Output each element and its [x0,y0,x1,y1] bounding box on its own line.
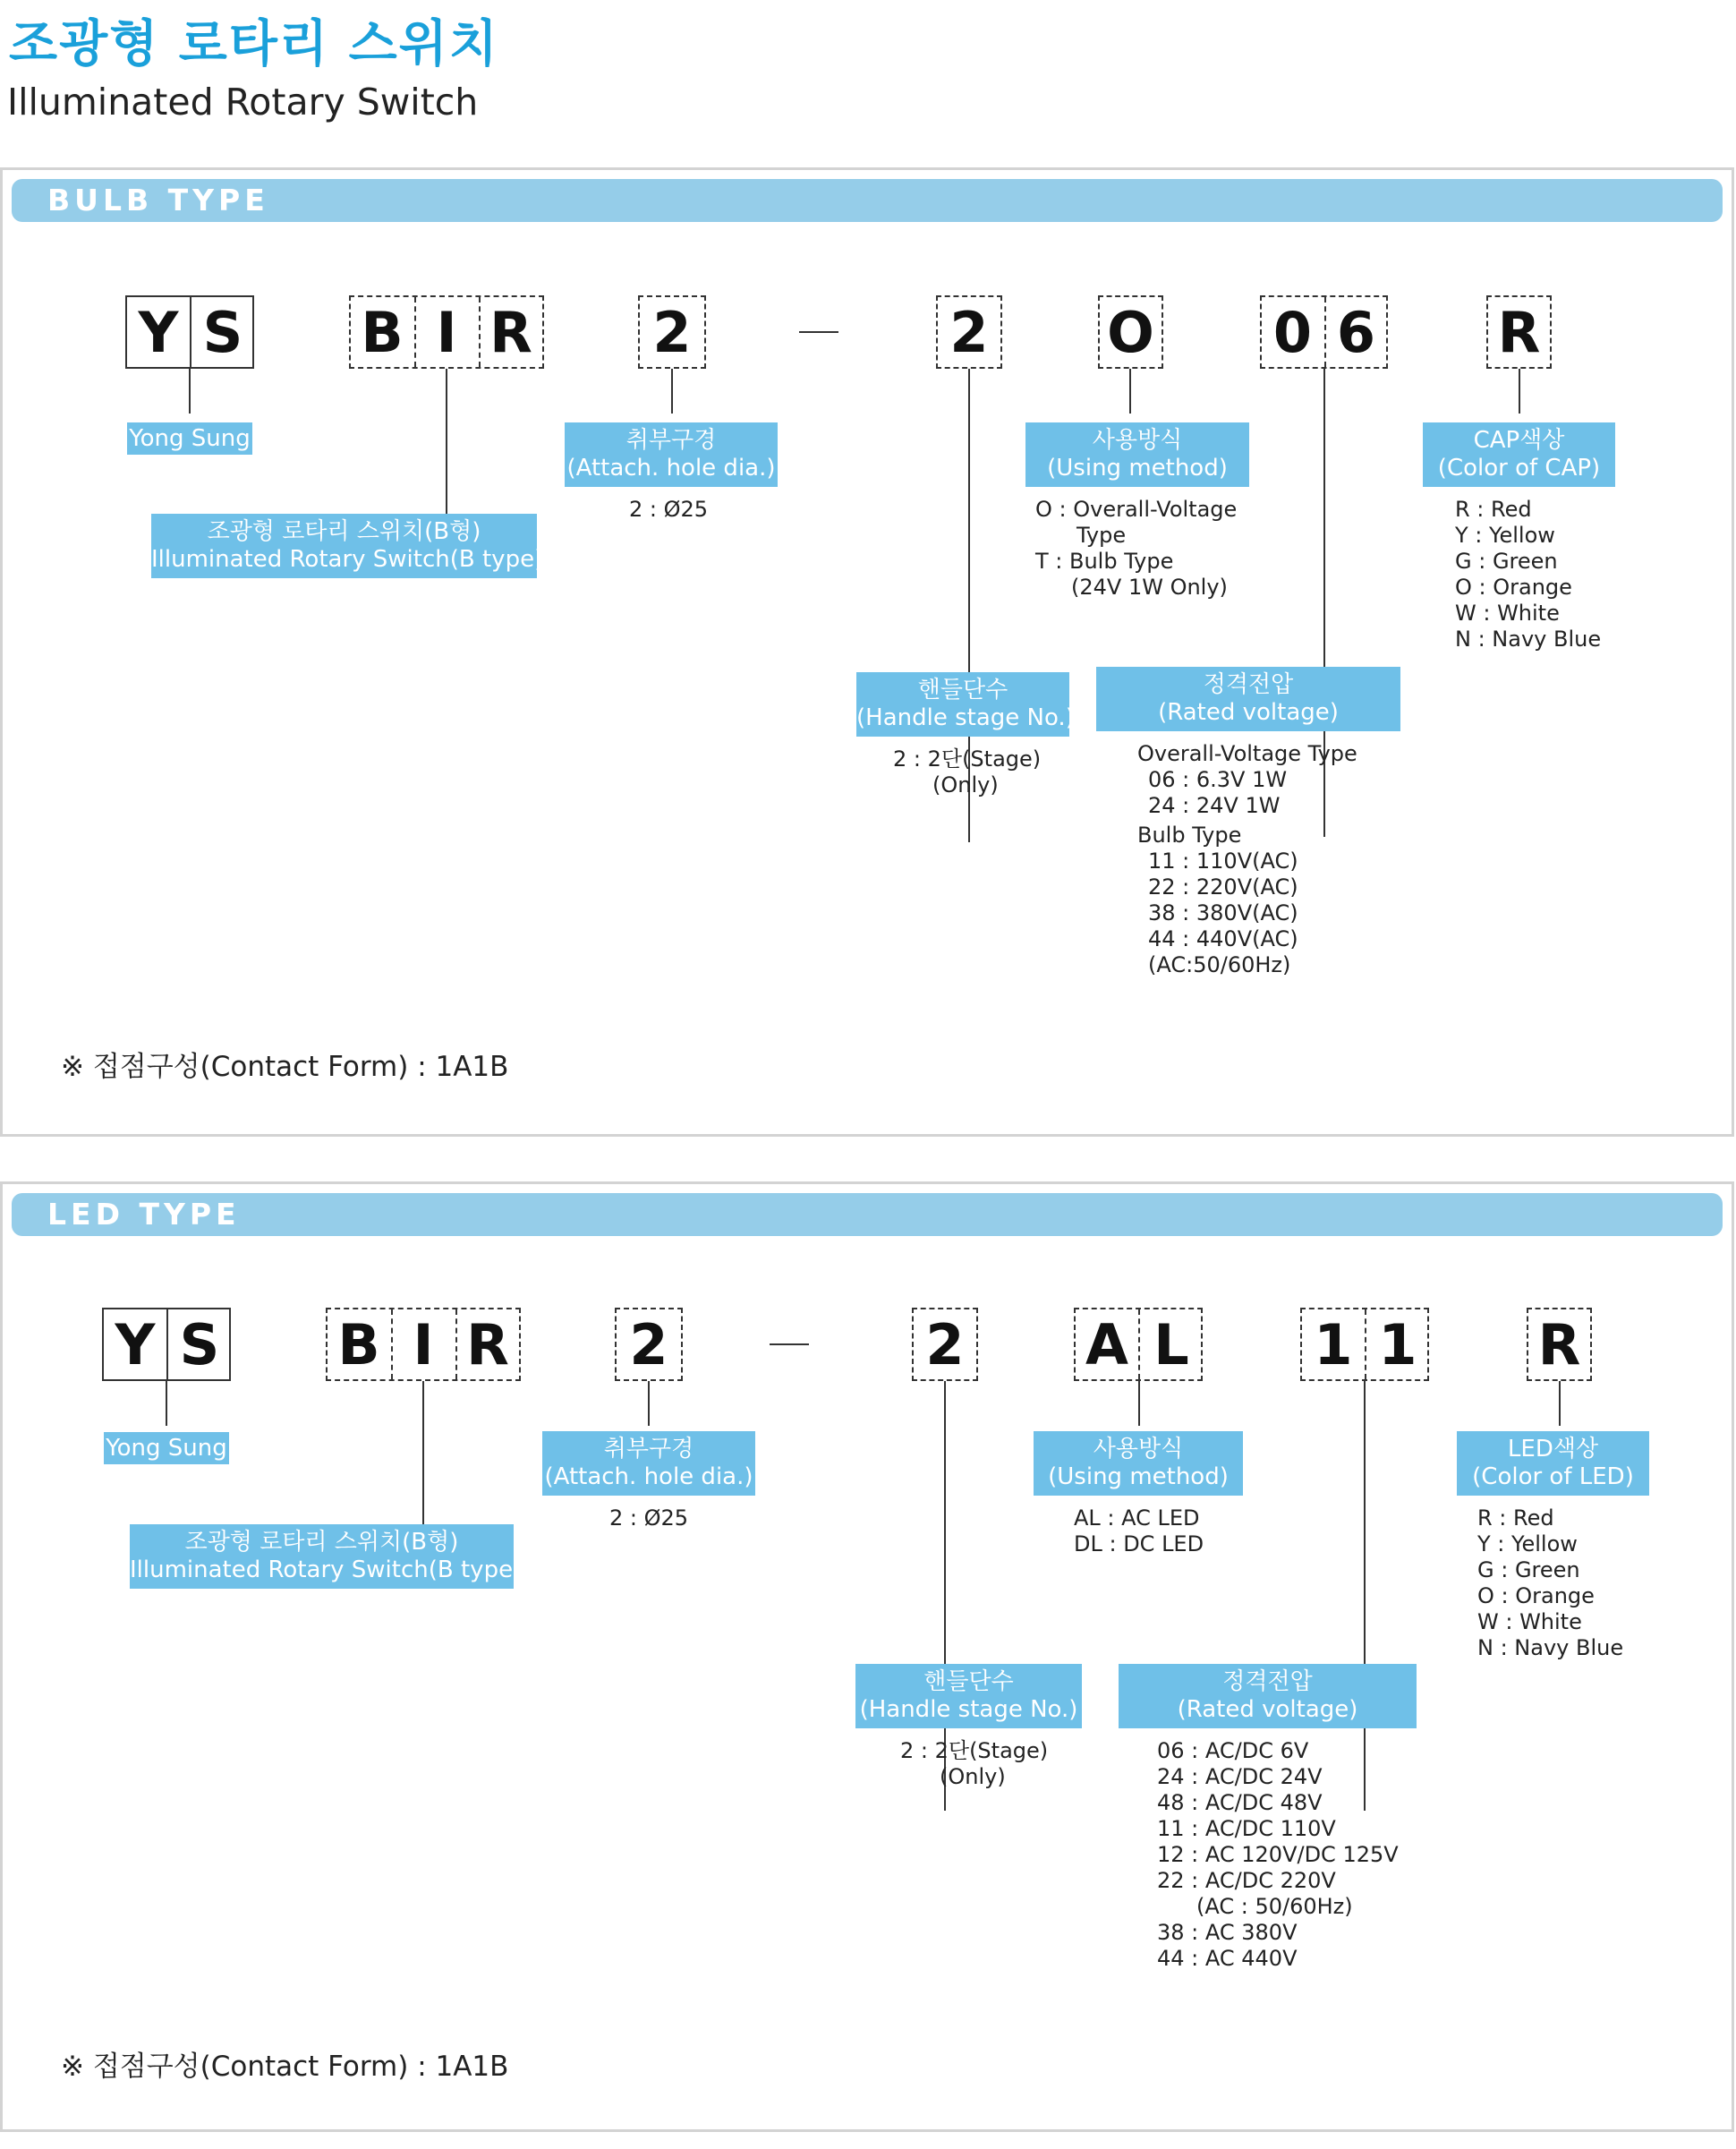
bulb-type-header-text: BULB TYPE [47,183,269,217]
connector-line [1519,369,1520,414]
code-char-s: S [202,300,243,365]
label-method-ko: 사용방식 [1092,427,1183,454]
list-item: (AC : 50/60Hz) [1196,1894,1353,1919]
list-item: 22 : 220V(AC) [1148,874,1298,900]
list-item: DL : DC LED [1074,1531,1204,1556]
code-char-voltage-2: 6 [1336,300,1376,365]
code-box-ys [125,295,254,369]
list-item: 11 : 110V(AC) [1148,849,1298,874]
label-attach-ko: 취부구경 [625,427,717,454]
list-item: 44 : 440V(AC) [1148,926,1298,951]
code-box-attach [615,1308,683,1381]
code-separator-dash [770,1343,809,1345]
code-box-color [1486,295,1552,369]
code-separator-dash [799,331,838,333]
label-cap-color-en: (Color of CAP) [1437,455,1601,482]
connector-line [446,369,447,519]
list-item: R : Red [1455,497,1532,522]
bulb-type-panel [0,167,1734,1137]
list-item: O : Orange [1477,1583,1595,1608]
led-type-header [12,1193,1723,1236]
code-char-color: R [1537,1312,1581,1377]
connector-line [671,369,673,414]
label-led-color-en: (Color of LED) [1472,1463,1634,1490]
code-char-method-2: L [1153,1312,1189,1377]
led-color-options [1477,1505,1623,1661]
list-item: 11 : AC/DC 110V [1157,1816,1336,1841]
label-series [130,1524,523,1589]
connector-line [1138,1381,1140,1426]
code-char-y: Y [138,300,179,365]
method-options [1074,1505,1204,1557]
bulb-type-header [12,179,1723,222]
label-attach-ko: 취부구경 [603,1436,694,1463]
label-voltage [1119,1664,1417,1728]
list-item: Y : Yellow [1455,523,1555,548]
code-box-bir [349,295,544,369]
label-attach [565,422,778,487]
code-char-voltage-2: 1 [1378,1312,1417,1377]
connector-line [189,369,191,414]
list-item: 22 : AC/DC 220V [1157,1868,1336,1893]
list-item: G : Green [1455,549,1558,574]
list-item: 24 : AC/DC 24V [1157,1764,1323,1789]
list-item: 12 : AC 120V/DC 125V [1157,1842,1399,1867]
led-type-panel [0,1181,1734,2132]
code-box-stage [912,1308,978,1381]
label-voltage-en: (Rated voltage) [1177,1696,1358,1723]
voltage-options [1137,741,1357,978]
code-char-stage: 2 [925,1312,965,1377]
code-box-voltage [1260,295,1388,369]
label-method-en: (Using method) [1048,1463,1229,1490]
code-char-r: R [489,300,532,365]
label-series [151,514,544,578]
label-stage [855,1664,1082,1728]
code-char-voltage-1: 1 [1314,1312,1353,1377]
label-attach-en: (Attach. hole dia.) [566,455,776,482]
list-item: G : Green [1477,1557,1580,1582]
stage-value-note: (Only) [940,1764,1006,1789]
page-title-korean: 조광형 로타리 스위치 [9,15,499,73]
label-cap-color [1423,422,1615,487]
code-box-method [1074,1308,1203,1381]
connector-line [1129,369,1131,414]
voltage-group-heading: Bulb Type [1137,823,1242,848]
stage-value: 2 : 2단(Stage) [893,746,1042,772]
code-box-voltage [1300,1308,1429,1381]
stage-value: 2 : 2단(Stage) [900,1738,1049,1763]
list-item: (AC:50/60Hz) [1148,952,1291,977]
label-yong-sung: Yong Sung [104,1432,229,1464]
attach-value: 2 : Ø25 [629,497,709,522]
cap-color-options [1455,497,1601,652]
label-led-color-ko: LED색상 [1507,1436,1599,1463]
method-option-o-cont: Type [1076,523,1127,548]
label-method [1025,422,1249,487]
label-yong-sung: Yong Sung [127,422,252,455]
label-series-en: Illuminated Rotary Switch(B type) [151,546,544,573]
label-attach-en: (Attach. hole dia.) [544,1463,753,1490]
method-options [1035,497,1237,601]
label-stage-ko: 핸들단수 [917,677,1008,704]
label-method [1034,1431,1243,1496]
connector-line [166,1381,167,1426]
list-item: N : Navy Blue [1455,627,1602,652]
label-method-ko: 사용방식 [1093,1436,1184,1463]
code-box-method [1098,295,1163,369]
code-char-voltage-1: 0 [1272,300,1313,365]
attach-value: 2 : Ø25 [609,1505,689,1531]
label-led-color [1457,1431,1649,1496]
list-item: O : Orange [1455,575,1572,600]
code-char-y: Y [115,1312,156,1377]
list-item: AL : AC LED [1074,1505,1200,1531]
stage-value-note: (Only) [932,772,999,797]
label-voltage-ko: 정격전압 [1203,671,1294,698]
code-box-bir [326,1308,521,1381]
label-series-ko: 조광형 로타리 스위치(B형) [207,518,481,545]
contact-form-note: ※ 접점구성(Contact Form) : 1A1B [61,1051,509,1083]
list-item: 24 : 24V 1W [1148,793,1281,818]
code-char-attach: 2 [652,300,692,365]
method-option-o: O : Overall-Voltage [1035,497,1238,522]
list-item: 48 : AC/DC 48V [1157,1790,1323,1815]
label-series-ko: 조광형 로타리 스위치(B형) [184,1529,459,1556]
contact-form-note: ※ 접점구성(Contact Form) : 1A1B [61,2051,509,2083]
code-char-method-1: A [1085,1312,1128,1377]
label-voltage [1096,667,1400,731]
label-series-en: Illuminated Rotary Switch(B type) [130,1556,523,1583]
code-char-color: R [1497,300,1541,365]
connector-line [422,1381,424,1524]
code-box-color [1527,1308,1592,1381]
method-option-t: T : Bulb Type [1035,549,1174,574]
label-stage [856,672,1075,737]
label-method-en: (Using method) [1047,455,1228,482]
connector-line [1559,1381,1561,1426]
label-stage-en: (Handle stage No.) [856,704,1075,731]
code-char-attach: 2 [629,1312,668,1377]
label-attach [542,1431,755,1496]
code-char-i: I [436,300,457,365]
list-item: N : Navy Blue [1477,1635,1624,1660]
page-title-english: Illuminated Rotary Switch [7,81,479,124]
label-voltage-en: (Rated voltage) [1158,699,1339,726]
code-char-method: O [1107,300,1154,365]
label-voltage-ko: 정격전압 [1222,1668,1313,1695]
list-item: 06 : 6.3V 1W [1148,767,1288,792]
led-type-header-text: LED TYPE [47,1197,241,1232]
list-item: W : White [1477,1609,1582,1634]
list-item: W : White [1455,601,1560,626]
label-cap-color-ko: CAP색상 [1473,427,1565,454]
code-char-s: S [179,1312,220,1377]
list-item: 44 : AC 440V [1157,1946,1298,1971]
label-stage-ko: 핸들단수 [923,1668,1014,1695]
voltage-options [1157,1738,1399,1972]
code-char-i: I [413,1312,434,1377]
label-stage-en: (Handle stage No.) [859,1696,1078,1723]
code-box-attach [638,295,706,369]
voltage-group-heading: Overall-Voltage Type [1137,741,1357,766]
code-box-ys [102,1308,231,1381]
list-item: 38 : AC 380V [1157,1920,1298,1945]
list-item: 06 : AC/DC 6V [1157,1738,1309,1763]
connector-line [648,1381,650,1426]
code-char-stage: 2 [949,300,989,365]
code-char-b: B [337,1312,380,1377]
method-option-t-cont: (24V 1W Only) [1071,575,1228,600]
list-item: R : Red [1477,1505,1554,1531]
code-box-stage [936,295,1002,369]
code-char-r: R [466,1312,509,1377]
code-char-b: B [361,300,404,365]
list-item: 38 : 380V(AC) [1148,900,1298,925]
list-item: Y : Yellow [1477,1531,1578,1556]
